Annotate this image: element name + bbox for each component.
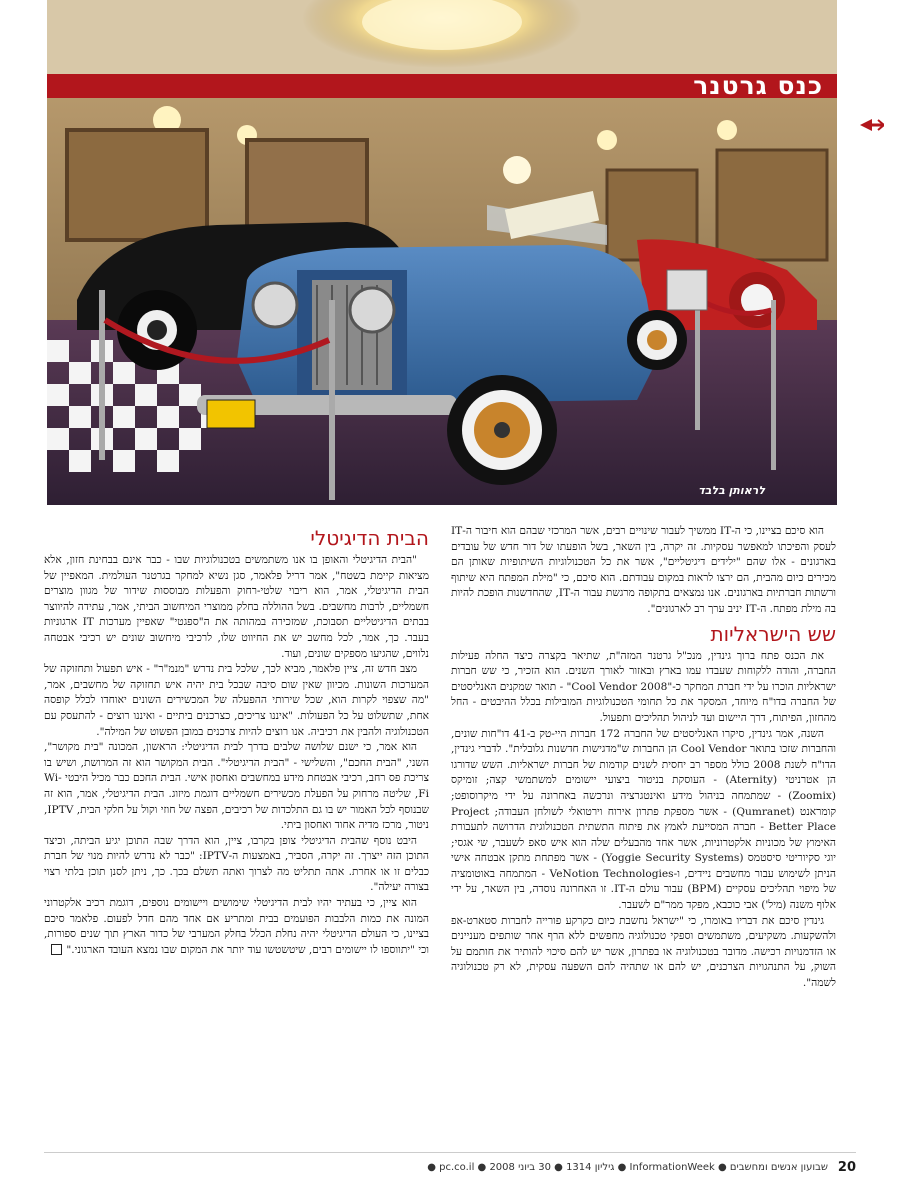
page-footer xyxy=(44,1152,856,1177)
footer-publication-line: שבועון אנשים ומחשבים ● InformationWeek ● גיליון 1314 ● 30 ביוני 2008 ● pc.co.il ● xyxy=(427,1162,828,1173)
article-column-left xyxy=(44,524,429,958)
section-heading: הבית הדיגיטלי xyxy=(310,526,429,550)
section-title: כנס גרטנר xyxy=(693,71,823,100)
end-of-article-icon xyxy=(51,944,62,955)
article-paragraph: היבט נוסף שהבית הדיגיטלי צופן בקרבו, ציין, הוא הדרך שבה התוכן יגיע הביתה, וכיצד התוכן הזה ייצרך. זה יקרה, הסביר, באמצעות ה-IPTV: "כבר לא נדרש להיות מנוי של חברת כבלים זו או אחרת. אתה תתליט מה לצרוך ואתה תשלם בכך. כך, ניתן לסנן תוכן בלתי רצוי בצורה יעילה". xyxy=(44,834,429,894)
article-paragraph: הוא אמר, כי ישנם שלושה שלבים בדרך לבית הדיגיטלי: הראשון, המכונה "בית מקושר", השני, "הבית החכם", והשלישי - "הבית הדיגיטלי". הבית המקושר הוא זה המרושת, ושיש בו צריכת פס רחב, רכיבי אבטחת מידע במחשבים ואחסון אישי. הבית החכם כבר מכיל היבטי Wi-Fi, שליטה מרחוק על הפעלת מכשירים חשמליים דוגמת מיזוג. הבית הדיגיטלי, אמר, הוא זה שבנוסף לכל האמור יש בו גם התלכדות של רכיבים, הפצה של חוזי וקול על חלקי הבית, IPTV, ניטור, מרכז מדיה אחוד ואחסון ביתי. xyxy=(44,741,429,832)
section-banner xyxy=(47,71,837,100)
article-paragraph: השנה, אמר גינדין, סיקרו האנליסטים של החברה 172 חברות היי-טק ב-41 דו"חות שונים, והחברות שזכו בתואר Cool Vendor הן החברות ש"מדגישות חדשנות גלובלית". לדברי גינדין, הדו"ח לשנת 2008 כולל מספר רב יחסית לשנים קודמות של חברות ישראליות. השש שדורגו הן אטרניטי (Aternity) - העוסקת בניטור ביצועי יישומים למשתמשי קצה; זומיקס (Zoomix) - שמתמחה בניהול מידע ואינטגרציה ונרכשה באחרונה על ידי מיקרוסופט; קומראנט (Qumranet) - אשר מספקת פתרון אירוח וירטואלי לשולחן העבודה; Project Better Place - חברה המסייעת לאמץ את פיתוח התשתית הטכנולוגית הדרושה לתעבורת האימוץ של מכוניות אלקטרוניות, אשר אחד מהבעלים שלה הוא איש סאפ לשעבר, שי אגסי; יוגי סקיוריטי סיסטמס (Yoggie Security Systems) - אשר מפתחת מתקן אבטחה אישי הניתן לשימוש עבור מחשבים ניידים, ו-VeNotion Technologies - המתמחה באוטומציה של מיפוי תהליכים עסקיים (BPM) עבור עולם ה-IT. זו האחרונה נוסדה, בין השאר, על ידי אלוף משנה (מיל') אבי כוכבא, מפקד ממר"ם לשעבר. xyxy=(451,727,837,912)
article-paragraph: מצב חדש זה, ציין פלאמר, מביא לכך, שלכל בית נדרש "מנמ"ר" - איש תפעול ותחזוקה של המערכות השונות. מכיוון שאין שום סיבה שבכל בית יהיה איש תחזוקה של מחשבים, אמר, "מה שצפוי לקרות הוא, שכל שירותי ההפעלה של המכשירים השונים יאוחדו לכלל קופסה אחת, שתשלוט על כל הפעולות. "איננו צריכים, כצרכנים ביתיים - ואיננו רוצים - להתעסק עם הטכנולוגיה ולהבין את רכיביה. אנו רוצים להיות צרכנים במובן הפשוט של המילה". xyxy=(44,663,429,738)
photo-credit: לראותן בלבד xyxy=(698,484,765,497)
section-arrow-icon xyxy=(858,118,884,132)
article-paragraph: הוא סיכם בציינו, כי ה-IT ממשיך לעבור שינויים רבים, אשר המרכזי שבהם הוא חיבור ה-IT לעסק והפיכתו למאפשר עסקיות. זה יקרה, בין השאר, בשל הופעתו של דור חדש של עובדים בארגונים - אלו שהם "ילידים דיגיטליים", אשר את כל הטכנולוגיות השיתופיות שאותן הם מכירים כיום מהבית, הם ירצו לראות במקום עבודתם. הוא סיכם, כי "מילת המפתח היא שיתוף ורשתות חברתיות בארגונים. אנו נמצאים בתקופה מרגשת עבור ה-IT, שהחדשנות הופכת להיות בה מילת מפתח. ה-IT יניב ערך רב לארגונים". xyxy=(451,525,836,615)
article-paragraph: הוא ציין, כי בעתיד יהיו לבית הדיגיטלי שימושים ויישומים נוספים, דוגמת רכיב אלקטרוני המונה את כמות הלבבות הפועמים בבית ומתריע אם אחד מהם חדל לפעום. פלאמר סיכם בציינו, כי העולם הדיגיטלי יהיה נחלת הכלל בחלק המערבי של כדור הארץ תוך שנים ספורות, וכי "יתווספו לו יישומים רבים, שיטשטשו עוד יותר את המקום שבו נמצא העובד הארגוני." xyxy=(44,897,429,956)
article-paragraph: את הכנס פתח ברוך גינדין, מנכ"ל גרטנר המזה"ת, שתיאר בקצרה כיצד החלה פעילות החברה, והודה ללקוחות שעבדו עמו בארץ ובאזור לאורך השנים. הוא הזכיר, כי שש חברות ישראליות הוכרו על ידי חברת המחקר כ-"Cool Vendor 2008" - תואר שמקנים האנליסטים של החברה בדו"ח מיוחד, המסקר את כל תחומי הטכנולוגיות המובילות בכלל ההיבטים - החל מהחזון, הפיתוח, דרך היישום ועד לניהול תהליכים ותפעול. xyxy=(451,649,836,724)
section-heading: שש הישראליות xyxy=(710,621,836,646)
page-number: 20 xyxy=(837,1160,856,1175)
article-column-right xyxy=(451,524,836,992)
article-paragraph: "הבית הדיגיטלי והאופן בו אנו משתמשים בטכנולוגיות שבו - כבר אינם בבחינת חזון, אלא מציאות קיימת בשטח", אמר דריל פלאמר, סגן נשיא למחקר בגרטנר העולמית. המאפיין של הבית הדיגיטלי, אמר, הוא ריבוי שלטי-רחוק והפעלות מבוססות שידור של מגוון מוצרים חשמליים, לרבות מחשבים. בשל ההוללה בחלק ממוצרי המיחשוב הביתי, אמר, עתידה להיווצר בבתים הדיגיטליים תסבוכת, שמזכירה במהותה את ה"ספגטי" שאפיין מערכות IT ארגוניות בעבר. כך, אמר, לכל מחשב יש את החיווט שלו, לרכיבי מיחשוב שונים יש רכיבי אבטחה נלווים, שהגיעו מספקים שונים, ועוד. xyxy=(44,554,429,660)
article-paragraph: גינדין סיכם את דבריו באומרו, כי "ישראל נחשבת כיום כקרקע פורייה לחברות סטארט-אפ ולהשקעות. משקיעים, משתמשים וספקי טכנולוגיה מחפשים ללא הרף אחר שותפים מעניינים או הזדמנויות רכישה. מדובר בטכנולוגיה או בפתרון, אשר יש להם סיכוי להותיר את חותמם על השוק, על התנהגויות הצרכנים, יש להם או שתהיה להם השפעה עסקית, לא רק טכנולוגיה לשמה". xyxy=(451,914,836,990)
